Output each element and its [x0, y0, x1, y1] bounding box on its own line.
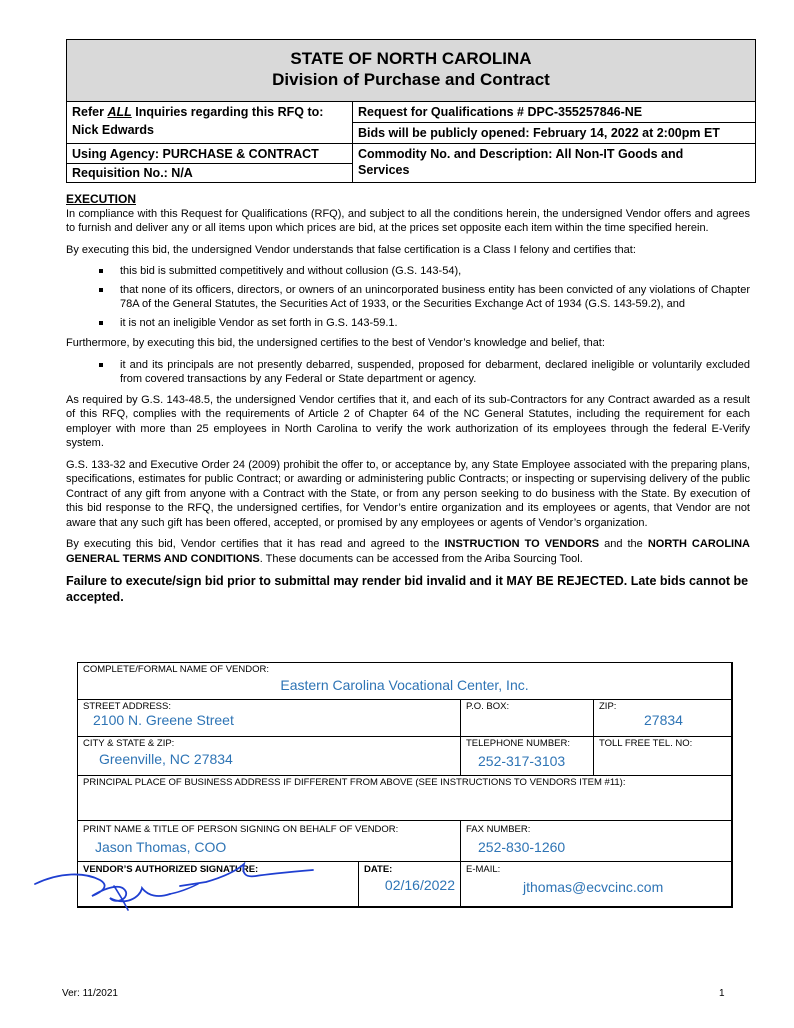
phone-label: TELEPHONE NUMBER:: [466, 738, 570, 749]
street-row: [78, 700, 731, 737]
list-item: this bid is submitted competitively and without collusion (G.S. 143-54),: [99, 264, 750, 279]
rfq-header-table: [66, 39, 756, 183]
date-label: DATE:: [364, 864, 393, 875]
vendor-name-cell[interactable]: [78, 663, 731, 699]
signer-cell[interactable]: [78, 821, 460, 861]
principal-address-label: PRINCIPAL PLACE OF BUSINESS ADDRESS IF DIFFERENT FROM ABOVE (SEE INSTRUCTIONS TO VENDORS ITEM #11):: [83, 777, 626, 788]
phone-value[interactable]: 252-317-3103: [478, 753, 566, 769]
refer-all: ALL: [107, 105, 132, 119]
street-label: STREET ADDRESS:: [83, 701, 171, 712]
pobox-cell[interactable]: [460, 700, 593, 736]
principal-address-cell[interactable]: [78, 776, 731, 820]
commodity-description: Commodity No. and Description: All Non-IT Goods and Services: [358, 147, 684, 177]
phone-cell[interactable]: [460, 737, 593, 775]
city-value[interactable]: Greenville, NC 27834: [99, 751, 233, 767]
tollfree-cell[interactable]: [593, 737, 731, 775]
refer-suffix: Inquiries regarding this RFQ to:: [131, 105, 324, 119]
list-item: it is not an ineligible Vendor as set forth in G.S. 143-59.1.: [99, 316, 750, 331]
signature-label: VENDOR’S AUTHORIZED SIGNATURE:: [83, 864, 259, 875]
vendor-name-label: COMPLETE/FORMAL NAME OF VENDOR:: [83, 664, 269, 675]
signer-label: PRINT NAME & TITLE OF PERSON SIGNING ON BEHALF OF VENDOR:: [83, 824, 399, 835]
pobox-label: P.O. BOX:: [466, 701, 510, 712]
zip-cell[interactable]: [593, 700, 731, 736]
title-line-2: Division of Purchase and Contract: [272, 69, 550, 89]
handwritten-signature: [30, 858, 320, 913]
zip-value[interactable]: 27834: [644, 712, 683, 728]
page-number: 1: [719, 988, 725, 999]
rejection-warning: Failure to execute/sign bid prior to submittal may render bid invalid and it MAY BE REJECTED. Late bids cannot be accepted.: [66, 574, 749, 604]
city-label: CITY & STATE & ZIP:: [83, 738, 175, 749]
email-value[interactable]: jthomas@ecvcinc.com: [523, 879, 664, 895]
agency-cell: [67, 144, 353, 182]
p6-text-e: . These documents can be accessed from the Ariba Sourcing Tool.: [259, 552, 583, 565]
requisition-no: Requisition No.: N/A: [72, 166, 193, 180]
nc-general-terms-ref: NORTH CAROLINA GENERAL TERMS AND CONDITIONS: [66, 538, 750, 565]
email-cell[interactable]: [460, 862, 731, 906]
fax-label: FAX NUMBER:: [466, 824, 531, 835]
execution-paragraph-4: As required by G.S. 143-48.5, the undersigned Vendor certifies that it, and each of its sub-Contractors for any Contract awarded as a result of this RFQ, complies with the requirements of Article 2 of Chapter 64 of the NC General Statutes, including the requirement for each employer with more than 25 employees in North Carolina to verify the work authorization of its employees through the federal E-Verify system.: [66, 393, 750, 449]
execution-section: [66, 192, 750, 612]
refer-line: [72, 104, 347, 120]
signer-row: [78, 821, 731, 862]
zip-label: ZIP:: [599, 701, 617, 712]
execution-paragraph-3: Furthermore, by executing this bid, the undersigned certifies to the best of Vendor’s knowledge and belief, that:: [66, 337, 605, 349]
tollfree-label: TOLL FREE TEL. NO:: [599, 738, 693, 749]
p6-text-a: By executing this bid, Vendor certifies that it has read and agreed to the: [66, 538, 445, 550]
city-cell[interactable]: [78, 737, 460, 775]
contact-name: Nick Edwards: [72, 123, 154, 137]
p6-text-c: and the: [599, 538, 648, 550]
execution-paragraph-5: G.S. 133-32 and Executive Order 24 (2009) prohibit the offer to, or acceptance by, any State Employee associated with the preparing plans, specifications, estimates for public Contract; or awarding or administering public Contracts; or inspecting or supervising delivery of the public Contract of any gift from anyone with a Contract with the State, or from any person seeking to do business with the State. By execution of this bid response to the RFQ, the undersigned certifies, for Vendor’s entire organization and its employees or agents, that Vendor are not aware that any such gift has been offered, accepted, or promised by any employees or agents of Vendor’s organization.: [66, 458, 750, 529]
city-row: [78, 737, 731, 776]
bid-open-date: Bids will be publicly opened: February 14, 2022 at 2:00pm ET: [353, 123, 755, 144]
list-item: that none of its officers, directors, or owners of an unincorporated business entity has been convicted of any violations of Chapter 78A of the General Statutes, the Securities Act of 1933, or the Securities Exchange Act of 1934 (G.S. 143-59.2), and: [99, 283, 750, 312]
list-item: it and its principals are not presently debarred, suspended, proposed for debarment, declared ineligible or voluntarily excluded from covered transactions by any Federal or State department or agency.: [99, 358, 750, 387]
vendor-name-row: [78, 663, 731, 700]
signer-value[interactable]: Jason Thomas, COO: [95, 839, 227, 855]
inquiry-contact-cell: [67, 102, 353, 144]
refer-prefix: Refer: [72, 105, 108, 119]
execution-paragraph-2: By executing this bid, the undersigned Vendor understands that false certification is a Class I felony and certifies that:: [66, 243, 636, 256]
date-cell[interactable]: [358, 862, 460, 906]
email-label: E-MAIL:: [466, 864, 501, 875]
version-footer: Ver: 11/2021: [62, 988, 118, 999]
fax-value[interactable]: 252-830-1260: [478, 839, 566, 855]
certification-list-2: [66, 358, 750, 387]
execution-paragraph-1: In compliance with this Request for Qualifications (RFQ), and subject to all the conditions herein, the undersigned Vendor offers and agrees to furnish and deliver any or all items upon which prices are bid, at the prices set opposite each item within the time specified herein.: [66, 207, 750, 234]
rfq-number: Request for Qualifications # DPC-355257846-NE: [353, 102, 755, 123]
instruction-to-vendors-ref: INSTRUCTION TO VENDORS: [444, 538, 600, 550]
header-title: [67, 40, 755, 102]
street-cell[interactable]: [78, 700, 460, 736]
header-info-grid: [67, 102, 755, 182]
fax-cell[interactable]: [460, 821, 731, 861]
title-line-1: STATE OF NORTH CAROLINA: [290, 48, 532, 68]
execution-paragraph-6: [66, 537, 750, 566]
certification-list-1: [66, 264, 750, 330]
principal-address-row: [78, 776, 731, 821]
street-value[interactable]: 2100 N. Greene Street: [93, 712, 234, 728]
vendor-name-value[interactable]: Eastern Carolina Vocational Center, Inc.: [280, 677, 529, 693]
execution-heading: EXECUTION: [66, 192, 137, 206]
date-value[interactable]: 02/16/2022: [384, 877, 455, 893]
using-agency: Using Agency: PURCHASE & CONTRACT: [67, 146, 352, 164]
